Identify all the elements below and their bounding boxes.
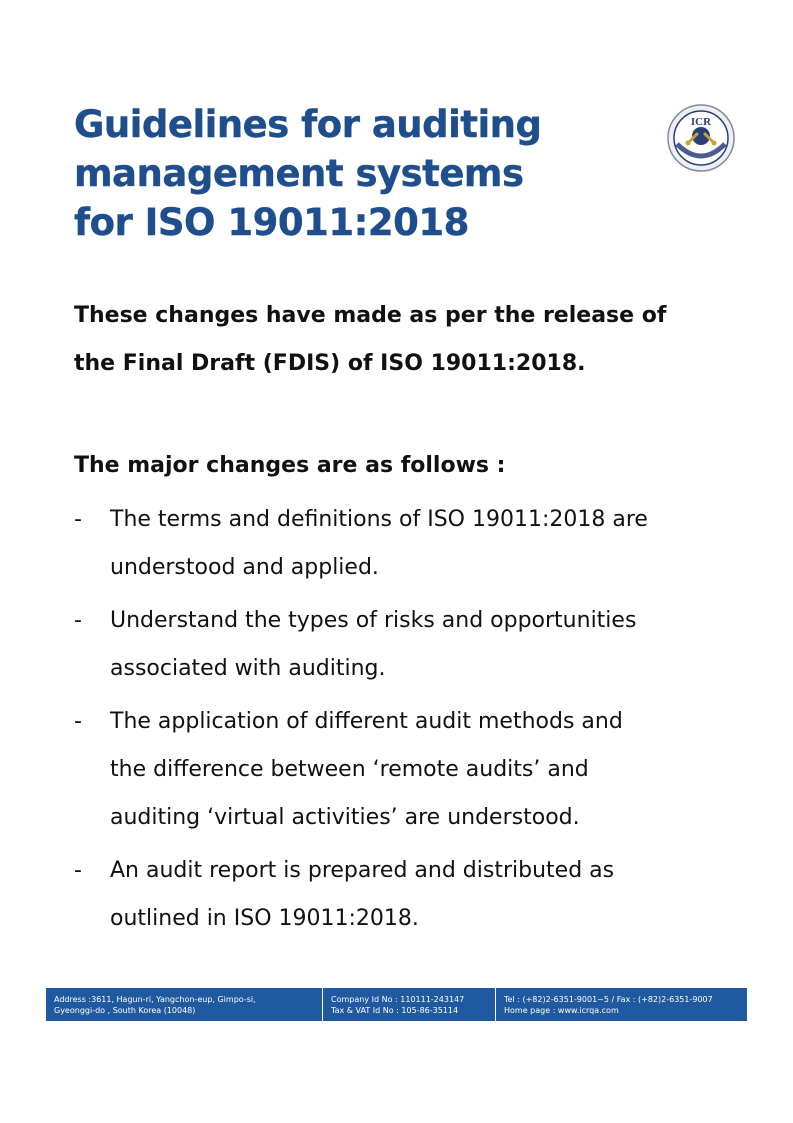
list-item-line: the difference between ‘remote audits’ and [110, 757, 589, 782]
logo-text: ICR [690, 116, 712, 128]
company-id: Company Id No : 110111-243147 [331, 995, 465, 1004]
bullet-dash: - [74, 858, 82, 883]
title-line: for ISO 19011:2018 [74, 201, 469, 244]
list-item-line: An audit report is prepared and distributed as [110, 858, 615, 883]
footer-address [46, 988, 322, 1021]
icr-seal-logo-icon [667, 104, 735, 172]
intro-paragraph [74, 292, 714, 388]
list-item [74, 847, 724, 943]
tel-fax: Tel : (+82)2-6351-9001~5 / Fax : (+82)2-6351-9007 [504, 995, 713, 1004]
footer-ids [322, 988, 495, 1021]
list-item [74, 496, 724, 592]
intro-line: the Final Draft (FDIS) of ISO 19011:2018. [74, 351, 586, 376]
list-item-line: The terms and definitions of ISO 19011:2018 are [110, 507, 648, 532]
bullet-dash: - [74, 507, 82, 532]
list-item-line: associated with auditing. [110, 656, 386, 681]
list-item [74, 597, 724, 693]
page-title [74, 100, 614, 247]
address-line: Address :3611, Hagun-ri, Yangchon-eup, Gimpo-si, [54, 995, 256, 1004]
list-item-line: The application of different audit methods and [110, 709, 623, 734]
footer-bar [46, 988, 747, 1021]
tax-id: Tax & VAT Id No : 105-86-35114 [331, 1006, 459, 1015]
changes-heading: The major changes are as follows : [74, 453, 506, 478]
bullet-dash: - [74, 608, 82, 633]
title-line: Guidelines for auditing [74, 103, 542, 146]
changes-list [74, 496, 724, 948]
list-item [74, 698, 724, 842]
list-item-line: outlined in ISO 19011:2018. [110, 906, 419, 931]
bullet-dash: - [74, 709, 82, 734]
list-item-line: auditing ‘virtual activities’ are understood. [110, 805, 580, 830]
title-line: management systems [74, 152, 524, 195]
homepage-link[interactable]: Home page : www.icrqa.com [504, 1006, 619, 1015]
footer-contact [495, 988, 747, 1021]
list-item-line: Understand the types of risks and opportunities [110, 608, 637, 633]
address-line: Gyeonggi-do , South Korea (10048) [54, 1006, 196, 1015]
list-item-line: understood and applied. [110, 555, 379, 580]
intro-line: These changes have made as per the release of [74, 303, 667, 328]
